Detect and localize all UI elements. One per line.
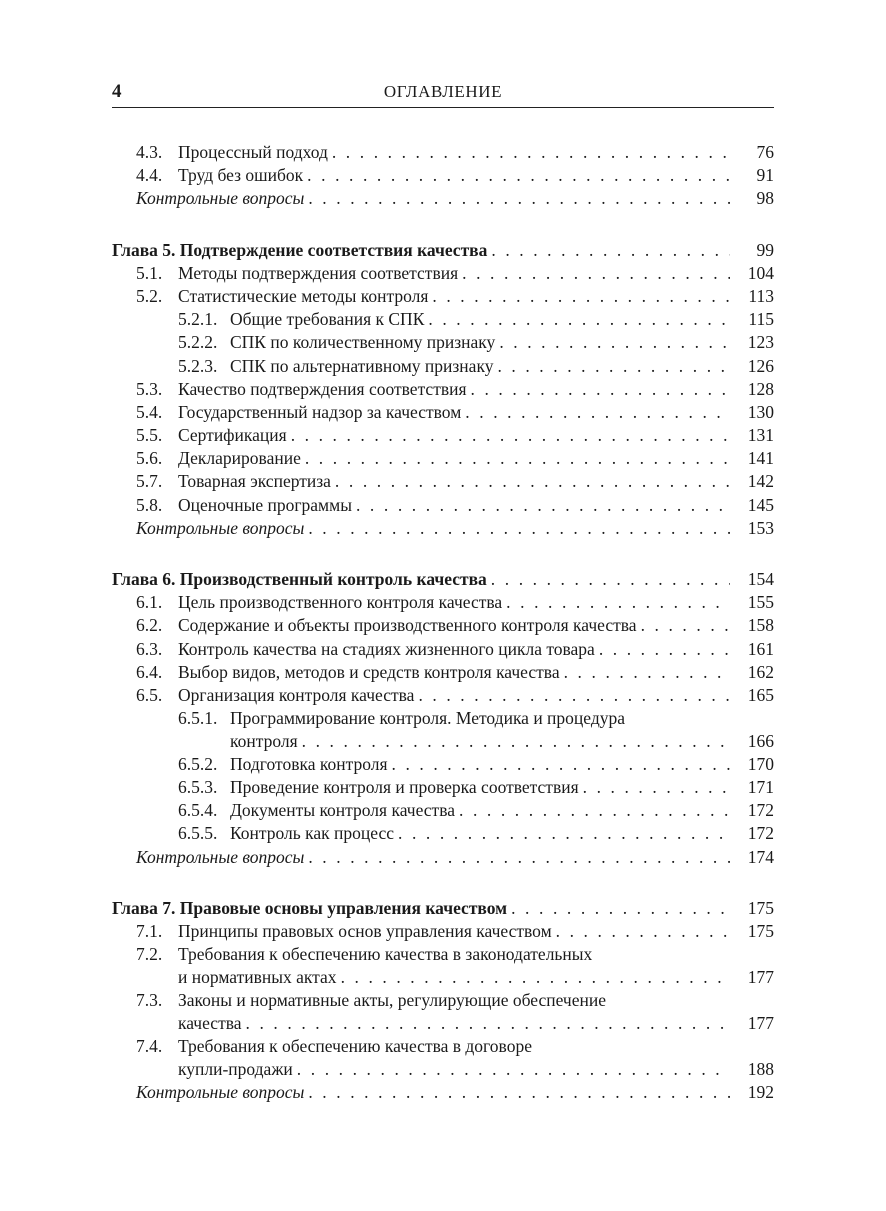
dot-leader	[331, 470, 730, 493]
dot-leader	[304, 517, 730, 540]
toc-questions-entry	[112, 846, 774, 869]
dot-leader	[394, 822, 730, 845]
entry-page: 91	[756, 165, 774, 186]
toc-chapter-entry	[112, 239, 774, 262]
entry-page: 172	[747, 800, 774, 821]
toc-entry-continuation	[112, 1058, 774, 1081]
entry-page: 113	[748, 285, 774, 306]
entry-page: 174	[747, 846, 774, 867]
dot-leader	[337, 966, 730, 989]
dot-leader	[304, 846, 730, 869]
entry-number: 5.1.	[136, 262, 163, 283]
entry-title: Статистические методы контроля	[178, 285, 429, 306]
entry-title: СПК по количественному признаку	[230, 332, 496, 353]
toc-entry	[112, 447, 774, 470]
entry-page: 161	[747, 638, 774, 659]
entry-title: Требования к обеспечению качества в договоре	[178, 1035, 532, 1056]
dot-leader	[487, 239, 730, 262]
entry-number: 5.2.2.	[178, 332, 218, 353]
entry-number: 5.3.	[136, 378, 163, 399]
dot-leader	[352, 494, 730, 517]
dot-leader	[552, 920, 730, 943]
entry-page: 171	[747, 777, 774, 798]
entry-title: Содержание и объекты производственного контроля качества	[178, 615, 637, 636]
toc-entry	[112, 661, 774, 684]
entry-page: 128	[747, 378, 774, 399]
entry-title: Глава 5. Подтверждение соответствия качества	[112, 239, 488, 260]
entry-page: 165	[747, 684, 774, 705]
entry-title: Контрольные вопросы	[136, 517, 305, 538]
entry-number: 6.4.	[136, 661, 163, 682]
dot-leader	[298, 730, 730, 753]
entry-number: 6.5.3.	[178, 777, 218, 798]
toc-entry	[112, 355, 774, 378]
entry-number: 6.3.	[136, 638, 163, 659]
entry-title: СПК по альтернативному признаку	[230, 355, 494, 376]
dot-leader	[458, 262, 730, 285]
dot-leader	[507, 897, 730, 920]
toc-entry-continuation	[112, 1012, 774, 1035]
group-spacer	[112, 869, 774, 897]
toc-entry	[112, 776, 774, 799]
toc-entry-continuation	[112, 966, 774, 989]
entry-number: 4.4.	[136, 165, 163, 186]
entry-number: 6.2.	[136, 615, 163, 636]
entry-number: 7.3.	[136, 990, 163, 1010]
dot-leader	[303, 164, 730, 187]
entry-page: 177	[747, 1013, 774, 1034]
dot-leader	[461, 401, 730, 424]
entry-title: Контрольные вопросы	[136, 1081, 305, 1102]
entry-title: Качество подтверждения соответствия	[178, 378, 467, 399]
entry-title: Организация контроля качества	[178, 684, 415, 705]
toc-entry	[112, 494, 774, 517]
entry-page: 158	[747, 615, 774, 636]
table-of-contents	[112, 141, 774, 1104]
toc-entry	[112, 943, 774, 966]
toc-questions-entry	[112, 1081, 774, 1104]
entry-title: Труд без ошибок	[178, 165, 304, 186]
dot-leader	[495, 331, 730, 354]
toc-entry	[112, 920, 774, 943]
entry-page: 142	[747, 471, 774, 492]
entry-number: 5.2.1.	[178, 309, 218, 330]
toc-entry	[112, 308, 774, 331]
entry-page: 123	[747, 332, 774, 353]
toc-entry	[112, 799, 774, 822]
entry-title: Программирование контроля. Методика и процедура	[230, 708, 625, 729]
toc-entry	[112, 989, 774, 1012]
toc-entry	[112, 707, 774, 730]
entry-page: 104	[747, 262, 774, 283]
entry-page: 177	[747, 967, 774, 988]
entry-number: 6.1.	[136, 592, 163, 613]
entry-page: 166	[747, 731, 774, 752]
entry-number: 5.7.	[136, 471, 163, 492]
toc-entry	[112, 684, 774, 707]
toc-entry	[112, 753, 774, 776]
entry-page: 145	[747, 494, 774, 515]
entry-number: 5.2.	[136, 285, 163, 306]
entry-page: 126	[747, 355, 774, 376]
entry-number: 5.4.	[136, 401, 163, 422]
entry-page: 172	[747, 823, 774, 844]
entry-number: 6.5.	[136, 684, 163, 705]
entry-title: Контрольные вопросы	[136, 188, 305, 209]
entry-number: 6.5.1.	[178, 708, 218, 729]
running-title: ОГЛАВЛЕНИЕ	[383, 82, 503, 101]
entry-page: 131	[747, 425, 774, 446]
dot-leader	[293, 1058, 730, 1081]
entry-title: Глава 6. Производственный контроль качества	[112, 569, 487, 589]
entry-page: 192	[747, 1081, 774, 1102]
group-spacer	[112, 211, 774, 239]
toc-entry	[112, 822, 774, 845]
entry-title: Проведение контроля и проверка соответствия	[230, 777, 579, 798]
dot-leader	[455, 799, 730, 822]
entry-page: 170	[747, 753, 774, 774]
entry-page: 130	[747, 401, 774, 422]
toc-entry	[112, 262, 774, 285]
entry-page: 162	[747, 661, 774, 682]
entry-page: 76	[756, 142, 774, 162]
entry-title: Принципы правовых основ управления качеством	[178, 921, 552, 942]
toc-entry	[112, 164, 774, 187]
entry-title: Подготовка контроля	[230, 753, 388, 774]
dot-leader	[595, 638, 730, 661]
entry-number: 6.5.2.	[178, 753, 218, 774]
dot-leader	[388, 753, 731, 776]
entry-title: Общие требования к СПК	[230, 309, 425, 330]
toc-chapter-entry	[112, 568, 774, 591]
dot-leader	[242, 1012, 730, 1035]
entry-number: 5.8.	[136, 494, 163, 515]
entry-title: Контроль качества на стадиях жизненного цикла товара	[178, 638, 595, 659]
entry-page: 99	[756, 239, 774, 260]
dot-leader	[287, 424, 730, 447]
dot-leader	[304, 187, 730, 210]
entry-title-continued: и нормативных актах	[178, 967, 337, 988]
entry-page: 175	[747, 921, 774, 942]
entry-page: 141	[747, 448, 774, 469]
entry-title-continued: качества	[178, 1013, 242, 1034]
dot-leader	[424, 308, 730, 331]
dot-leader	[301, 447, 730, 470]
entry-title: Документы контроля качества	[230, 800, 455, 821]
entry-page: 115	[748, 309, 774, 330]
group-spacer	[112, 540, 774, 568]
entry-page: 155	[747, 592, 774, 613]
toc-entry	[112, 614, 774, 637]
toc-entry	[112, 331, 774, 354]
entry-title: Сертификация	[178, 425, 287, 446]
toc-entry	[112, 285, 774, 308]
page-number: 4	[112, 81, 122, 102]
entry-title: Требования к обеспечению качества в законодательных	[178, 944, 593, 965]
entry-title: Контрольные вопросы	[136, 846, 305, 867]
entry-title: Декларирование	[178, 448, 301, 469]
dot-leader	[502, 591, 730, 614]
dot-leader	[428, 285, 730, 308]
entry-page: 98	[756, 188, 774, 209]
dot-leader	[304, 1081, 730, 1104]
entry-page: 154	[747, 569, 774, 589]
entry-title-continued: купли-продажи	[178, 1058, 293, 1079]
entry-number: 4.3.	[136, 142, 163, 162]
entry-title: Методы подтверждения соответствия	[178, 262, 459, 283]
dot-leader	[493, 355, 730, 378]
entry-title: Оценочные программы	[178, 494, 352, 515]
entry-title: Процессный подход	[178, 142, 328, 162]
entry-title: Государственный надзор за качеством	[178, 401, 462, 422]
entry-page: 175	[747, 897, 774, 918]
dot-leader	[328, 141, 730, 164]
entry-title: Глава 7. Правовые основы управления качеством	[112, 897, 508, 918]
toc-entry	[112, 378, 774, 401]
entry-page: 188	[747, 1058, 774, 1079]
dot-leader	[487, 568, 730, 591]
entry-number: 5.5.	[136, 425, 163, 446]
entry-number: 7.2.	[136, 944, 163, 965]
toc-entry	[112, 591, 774, 614]
toc-chapter-entry	[112, 897, 774, 920]
dot-leader	[637, 614, 730, 637]
header-rule	[112, 107, 774, 108]
dot-leader	[467, 378, 730, 401]
dot-leader	[560, 661, 730, 684]
dot-leader	[414, 684, 730, 707]
toc-questions-entry	[112, 517, 774, 540]
entry-title: Цель производственного контроля качества	[178, 592, 503, 613]
entry-title-continued: контроля	[230, 731, 298, 752]
dot-leader	[579, 776, 730, 799]
running-header	[112, 80, 774, 104]
entry-number: 7.4.	[136, 1035, 163, 1056]
entry-number: 5.2.3.	[178, 355, 218, 376]
entry-number: 6.5.5.	[178, 823, 218, 844]
toc-questions-entry	[112, 187, 774, 210]
toc-entry	[112, 401, 774, 424]
toc-entry	[112, 470, 774, 493]
toc-entry-continuation	[112, 730, 774, 753]
toc-entry	[112, 141, 774, 164]
toc-entry	[112, 424, 774, 447]
entry-title: Законы и нормативные акты, регулирующие обеспечение	[178, 990, 606, 1010]
entry-number: 6.5.4.	[178, 800, 218, 821]
entry-number: 7.1.	[136, 921, 163, 942]
entry-title: Товарная экспертиза	[178, 471, 331, 492]
toc-entry	[112, 638, 774, 661]
entry-title: Контроль как процесс	[230, 823, 394, 844]
toc-entry	[112, 1035, 774, 1058]
entry-number: 5.6.	[136, 448, 163, 469]
entry-title: Выбор видов, методов и средств контроля качества	[178, 661, 560, 682]
entry-page: 153	[747, 517, 774, 538]
